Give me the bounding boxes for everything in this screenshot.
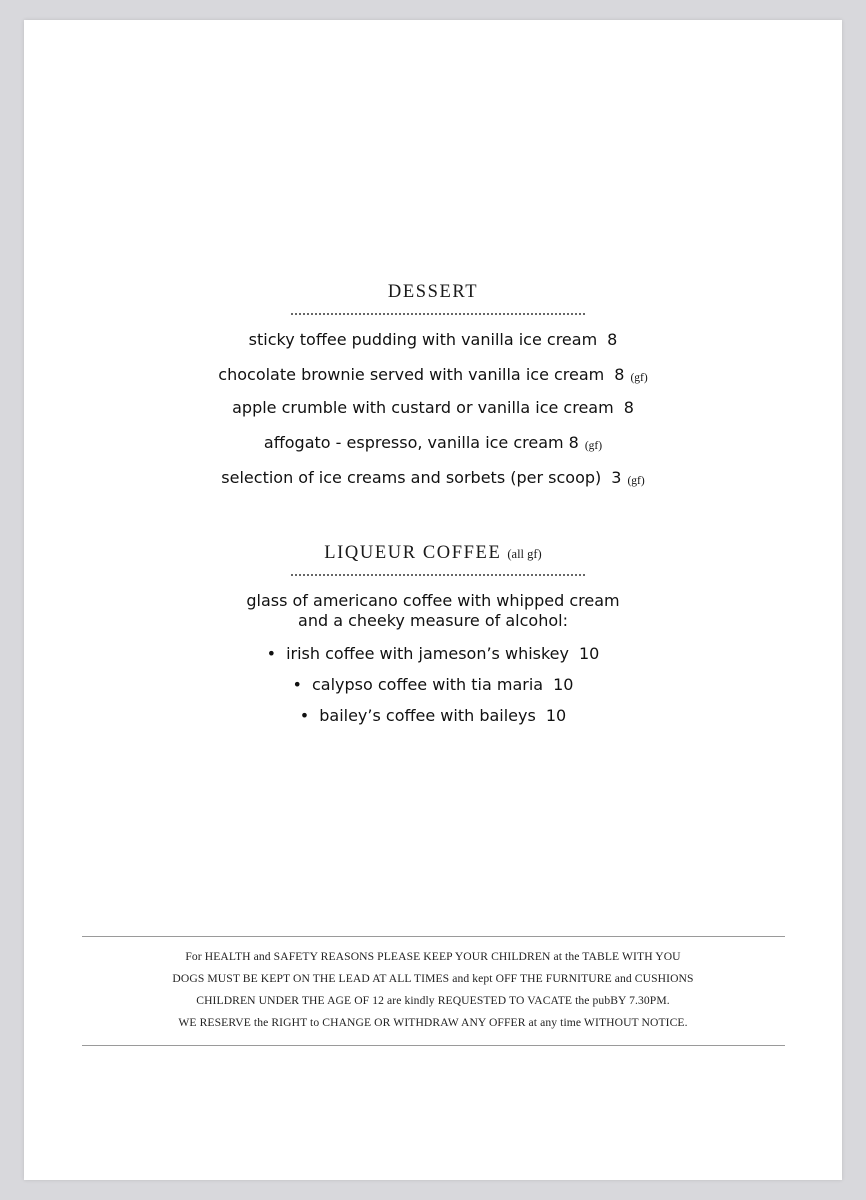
dessert-item-price: 8 [568, 433, 579, 452]
dessert-item [24, 433, 842, 452]
liqueur-item-name: calypso coffee with tia maria [311, 675, 544, 694]
liqueur-item [24, 706, 842, 725]
notice-top-rule [82, 936, 785, 937]
dessert-item [24, 468, 842, 487]
dessert-item-name: affogato - espresso, vanilla ice cream [263, 433, 564, 452]
gluten-free-note: (gf) [630, 372, 648, 384]
dessert-item-price: 8 [607, 330, 618, 349]
liqueur-dotted-divider [290, 574, 586, 576]
bullet-icon: • [292, 675, 302, 694]
liqueur-item-price: 10 [553, 675, 574, 694]
dessert-item-price: 8 [614, 365, 625, 384]
notice-line: WE RESERVE the RIGHT to CHANGE OR WITHDRAW ANY OFFER at any time WITHOUT NOTICE. [178, 1016, 688, 1029]
dessert-item-name: apple crumble with custard or vanilla ice cream [232, 398, 614, 417]
bullet-icon: • [266, 644, 277, 663]
notice-line: DOGS MUST BE KEPT ON THE LEAD AT ALL TIMES and kept OFF THE FURNITURE and CUSHIONS [172, 972, 694, 985]
dessert-item-name: chocolate brownie served with vanilla ice cream [218, 365, 605, 384]
dessert-item-name: selection of ice creams and sorbets (per scoop) [221, 468, 602, 487]
dessert-item [24, 398, 842, 417]
liqueur-item-name: bailey’s coffee with baileys [319, 706, 536, 725]
liqueur-item-price: 10 [579, 644, 600, 663]
liqueur-item [24, 675, 842, 694]
notice-line: CHILDREN UNDER THE AGE OF 12 are kindly REQUESTED TO VACATE the pubBY 7.30PM. [196, 994, 670, 1007]
liqueur-intro-text: glass of americano coffee with whipped cream [246, 591, 620, 610]
liqueur-heading [24, 543, 842, 564]
liqueur-item [24, 644, 842, 663]
liqueur-item-price: 10 [545, 706, 567, 725]
gluten-free-note: (gf) [627, 475, 645, 487]
liqueur-title-note: (all gf) [507, 547, 542, 561]
notice-bottom-rule [82, 1045, 785, 1046]
dessert-heading [24, 282, 842, 303]
liqueur-title: LIQUEUR COFFEE [324, 543, 502, 563]
liqueur-intro-line [24, 591, 842, 610]
menu-page [24, 20, 842, 1180]
dessert-item [24, 330, 842, 349]
dessert-dotted-divider [290, 313, 586, 315]
liqueur-intro-text: and a cheeky measure of alcohol: [298, 611, 568, 630]
dessert-item-name: sticky toffee pudding with vanilla ice cream [248, 330, 598, 349]
liqueur-intro-line [24, 611, 842, 630]
bullet-icon: • [299, 706, 310, 725]
dessert-item-price: 8 [623, 398, 634, 417]
gluten-free-note: (gf) [584, 440, 603, 452]
notice-line: For HEALTH and SAFETY REASONS PLEASE KEEP YOUR CHILDREN at the TABLE WITH YOU [185, 950, 681, 963]
dessert-item-price: 3 [611, 468, 622, 487]
dessert-item [24, 365, 842, 384]
liqueur-item-name: irish coffee with jameson’s whiskey [286, 644, 569, 663]
dessert-title: DESSERT [387, 282, 479, 302]
